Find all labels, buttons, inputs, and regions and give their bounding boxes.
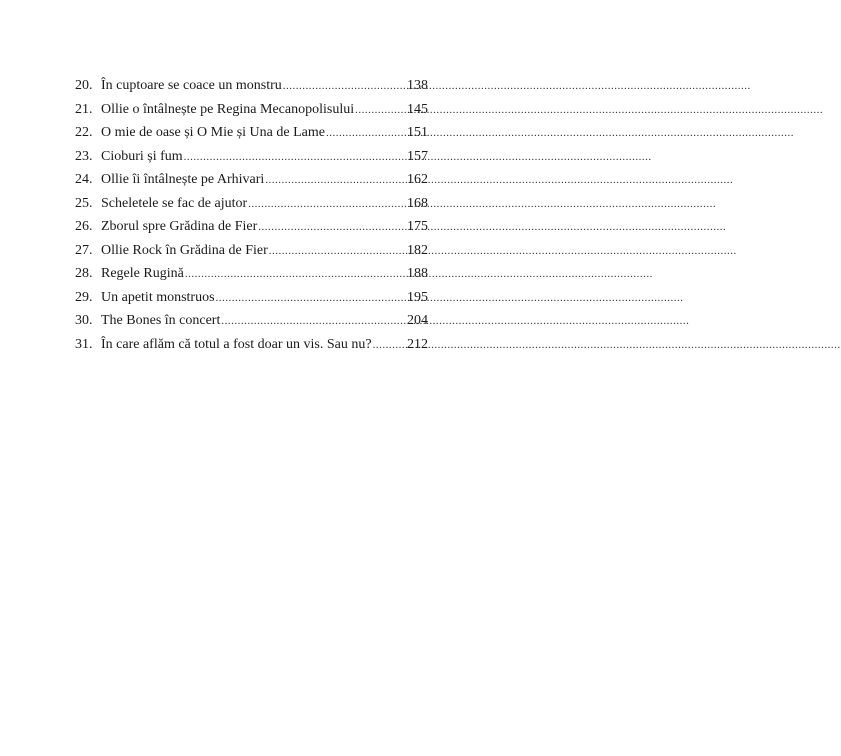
chapter-number: 25. — [75, 195, 93, 211]
dot-leader — [326, 122, 406, 146]
toc-entry — [75, 121, 428, 145]
chapter-number: 31. — [75, 336, 93, 352]
toc-entry — [75, 74, 428, 98]
page-number: 182 — [407, 242, 428, 258]
chapter-title: Cioburi și fum — [101, 148, 183, 164]
dot-leader — [283, 75, 406, 99]
page-number: 162 — [407, 172, 428, 187]
chapter-title: Ollie Rock în Grădina de Fier — [101, 242, 268, 258]
chapter-number: 30. — [75, 313, 93, 328]
chapter-number: 29. — [75, 289, 93, 305]
chapter-title: Regele Rugină — [101, 266, 184, 281]
page-number: 138 — [407, 78, 428, 93]
chapter-number: 24. — [75, 172, 93, 187]
page-number: 212 — [407, 336, 428, 352]
chapter-title: The Bones în concert — [101, 313, 221, 328]
toc-entry — [75, 286, 428, 310]
page-number: 204 — [407, 313, 428, 328]
toc-entry — [75, 168, 428, 192]
toc-entry — [75, 215, 428, 239]
page-number: 145 — [407, 101, 428, 117]
dot-leader — [258, 216, 406, 240]
dot-leader — [221, 310, 406, 334]
toc-entry — [75, 309, 428, 333]
dot-leader — [355, 99, 406, 123]
chapter-number: 21. — [75, 101, 93, 117]
chapter-number: 20. — [75, 78, 93, 93]
page-number: 188 — [407, 266, 428, 281]
dot-leader — [269, 240, 406, 264]
toc-entry — [75, 333, 428, 357]
chapter-title: Zborul spre Grădina de Fier — [101, 219, 258, 234]
chapter-number: 23. — [75, 148, 93, 164]
chapter-number: 28. — [75, 266, 93, 281]
chapter-title: Scheletele se fac de ajutor — [101, 195, 248, 211]
chapter-title: Ollie îi întâlnește pe Arhivari — [101, 172, 265, 187]
toc-entry — [75, 262, 428, 286]
toc-entry — [75, 192, 428, 216]
chapter-number: 27. — [75, 242, 93, 258]
chapter-title: Un apetit monstruos — [101, 289, 215, 305]
chapter-title: În care aflăm că totul a fost doar un vis. Sau nu? — [101, 336, 372, 352]
chapter-title: Ollie o întâlnește pe Regina Mecanopolisului — [101, 101, 355, 117]
page-number: 168 — [407, 195, 428, 211]
chapter-number: 26. — [75, 219, 93, 234]
table-of-contents — [75, 74, 428, 356]
toc-entry — [75, 145, 428, 169]
dot-leader — [216, 287, 406, 311]
page-number: 151 — [407, 125, 428, 140]
toc-entry — [75, 98, 428, 122]
dot-leader — [265, 169, 406, 193]
chapter-number: 22. — [75, 125, 93, 140]
dot-leader — [184, 146, 406, 170]
dot-leader — [248, 193, 406, 217]
dot-leader — [373, 334, 406, 358]
page-number: 175 — [407, 219, 428, 234]
chapter-title: O mie de oase și O Mie și Una de Lame — [101, 125, 325, 140]
page-number: 195 — [407, 289, 428, 305]
chapter-title: În cuptoare se coace un monstru — [101, 78, 282, 93]
toc-entry — [75, 239, 428, 263]
page-number: 157 — [407, 148, 428, 164]
dot-leader — [185, 263, 406, 287]
